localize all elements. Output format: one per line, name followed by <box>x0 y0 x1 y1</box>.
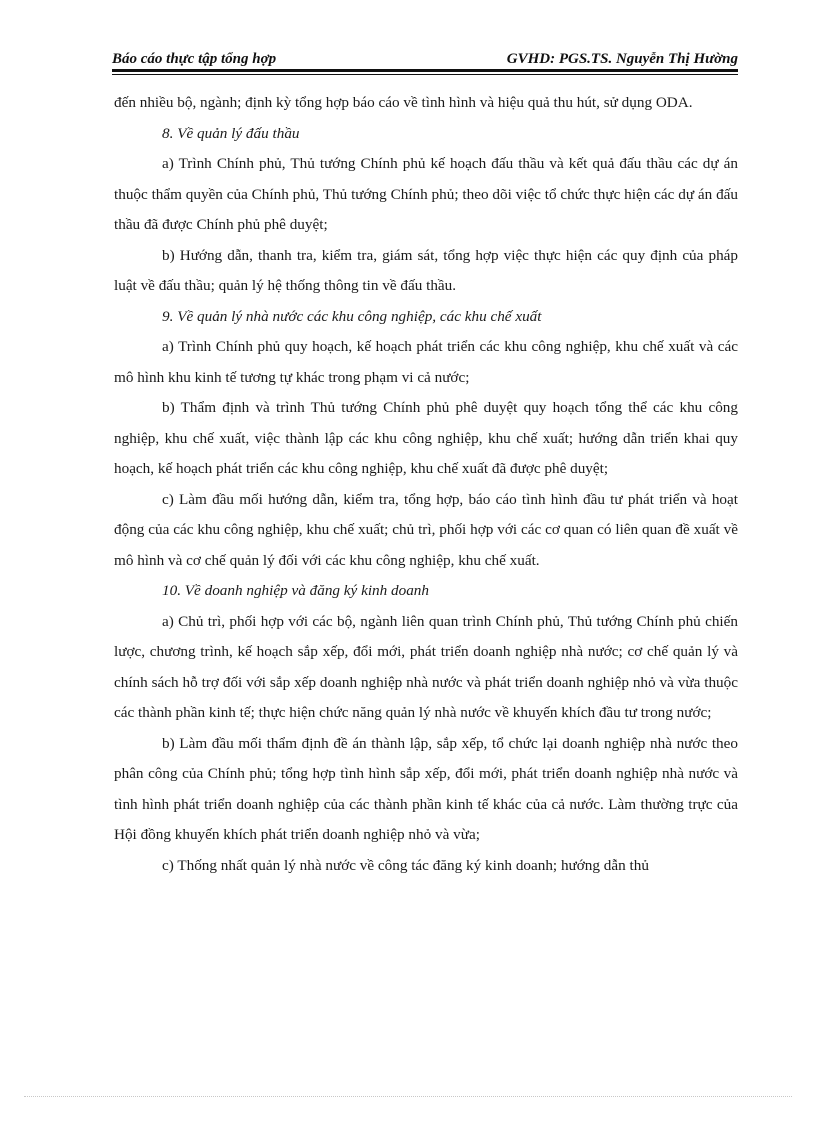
header-report-title: Báo cáo thực tập tổng hợp <box>112 51 277 67</box>
paragraph-10b: b) Làm đầu mối thẩm định đề án thành lập, sắp xếp, tổ chức lại doanh nghiệp nhà nước theo phân công của Chính phủ; tổng hợp tình hình sắp xếp, đổi mới, phát triển doanh nghiệp nhà nước và tình hình phát triển doanh nghiệp của các thành phần kinh tế khác của cả nước. Làm thường trực của Hội đồng khuyến khích phát triển doanh nghiệp nhỏ và vừa; <box>114 734 738 843</box>
header-supervisor: GVHD: PGS.TS. Nguyễn Thị Hường <box>506 51 738 67</box>
paragraph-oda-continuation: đến nhiều bộ, ngành; định kỳ tổng hợp báo cáo về tình hình và hiệu quả thu hút, sử dụng ODA. <box>114 94 693 111</box>
page-bottom-rule <box>24 1096 792 1097</box>
header-rule-thick <box>112 69 738 72</box>
page-header <box>112 46 738 68</box>
heading-section-8: 8. Về quản lý đấu thầu <box>162 124 300 142</box>
header-rule-thin <box>112 74 738 75</box>
heading-section-9: 9. Về quản lý nhà nước các khu công nghiệp, các khu chế xuất <box>162 307 542 325</box>
document-body <box>114 88 738 881</box>
paragraph-9a: a) Trình Chính phủ quy hoạch, kế hoạch phát triển các khu công nghiệp, khu chế xuất và các mô hình khu kinh tế tương tự khác trong phạm vi cả nước; <box>114 338 738 386</box>
heading-section-10: 10. Về doanh nghiệp và đăng ký kinh doanh <box>162 582 429 599</box>
paragraph-10a: a) Chủ trì, phối hợp với các bộ, ngành liên quan trình Chính phủ, Thủ tướng Chính phủ chiến lược, chương trình, kế hoạch sắp xếp, đổi mới, phát triển doanh nghiệp nhà nước; cơ chế quản lý và chính sách hỗ trợ đối với sắp xếp doanh nghiệp nhà nước và phát triển doanh nghiệp nhỏ và vừa thuộc các thành phần kinh tế; thực hiện chức năng quản lý nhà nước về khuyến khích đầu tư trong nước; <box>114 612 738 721</box>
paragraph-9b: b) Thẩm định và trình Thủ tướng Chính phủ phê duyệt quy hoạch tổng thể các khu công nghiệp, khu chế xuất, việc thành lập các khu công nghiệp, khu chế xuất; hướng dẫn triển khai quy hoạch, kế hoạch phát triển các khu công nghiệp, khu chế xuất đã được phê duyệt; <box>114 399 738 477</box>
paragraph-9c: c) Làm đầu mối hướng dẫn, kiểm tra, tổng hợp, báo cáo tình hình đầu tư phát triển và hoạt động của các khu công nghiệp, khu chế xuất; chủ trì, phối hợp với các cơ quan có liên quan đề xuất về mô hình và cơ chế quản lý đối với các khu công nghiệp, khu chế xuất. <box>114 490 738 569</box>
paragraph-10c: c) Thống nhất quản lý nhà nước về công tác đăng ký kinh doanh; hướng dẫn thủ <box>162 856 649 874</box>
paragraph-8a: a) Trình Chính phủ, Thủ tướng Chính phủ kế hoạch đấu thầu và kết quả đấu thầu các dự án thuộc thẩm quyền của Chính phủ, Thủ tướng Chính phủ; theo dõi việc tổ chức thực hiện các dự án đấu thầu đã được Chính phủ phê duyệt; <box>114 155 738 233</box>
paragraph-8b: b) Hướng dẫn, thanh tra, kiểm tra, giám sát, tổng hợp việc thực hiện các quy định của pháp luật về đấu thầu; quản lý hệ thống thông tin về đấu thầu. <box>114 246 738 294</box>
